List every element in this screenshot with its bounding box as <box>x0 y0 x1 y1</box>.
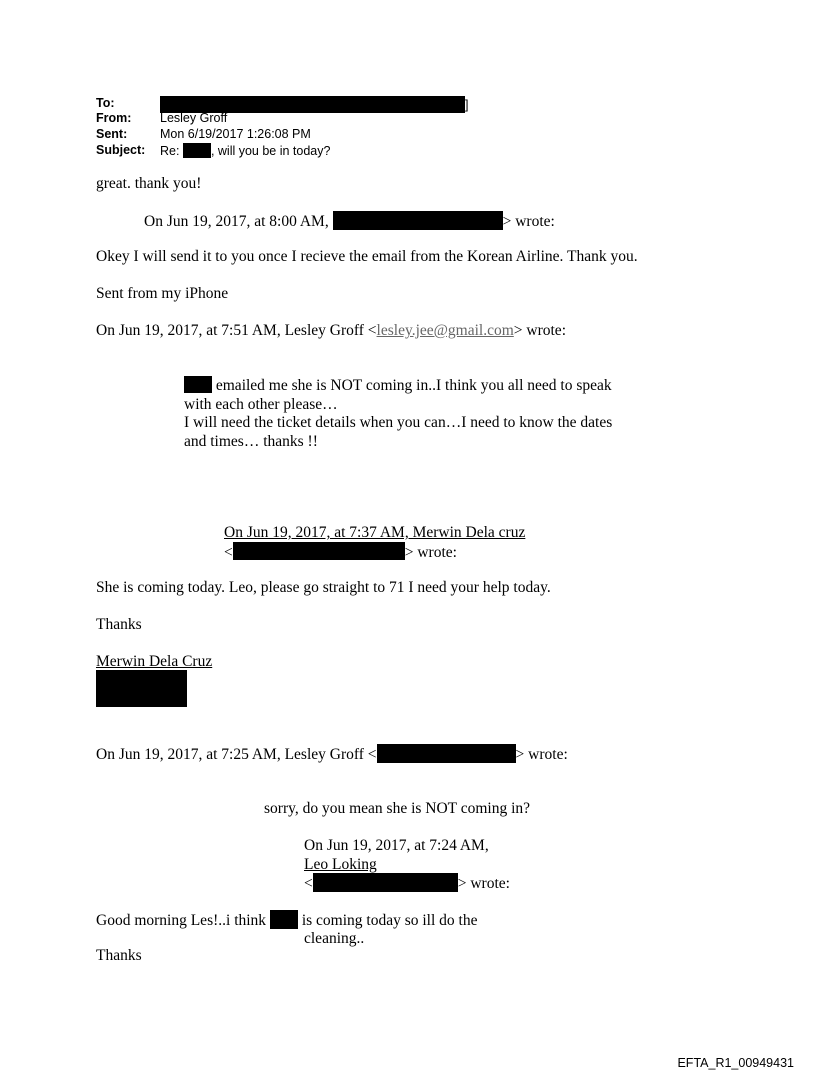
email-link[interactable]: lesley.jee@gmail.com <box>376 322 514 339</box>
redaction-box <box>270 910 298 929</box>
message-part: Good morning Les!..i think <box>96 912 270 929</box>
quote-header-suffix: > wrote: <box>513 322 566 339</box>
redaction-box <box>333 211 503 230</box>
thanks-text: Thanks <box>96 616 142 633</box>
message-line: with each other please… <box>184 396 338 413</box>
message-line: and times… thanks !! <box>184 433 318 450</box>
quote-header-suffix: > wrote: <box>502 213 555 230</box>
redaction-box <box>313 873 458 892</box>
message-line: I will need the ticket details when you can…I need to know the dates <box>184 414 613 431</box>
quote-header-prefix: On Jun 19, 2017, at 8:00 AM, <box>144 213 329 230</box>
message-text <box>96 910 477 930</box>
quote-header-prefix: < <box>224 544 233 561</box>
quote-header <box>96 744 568 764</box>
redaction-box <box>183 143 211 158</box>
quote-header-prefix: < <box>304 875 313 892</box>
sent-label: Sent: <box>96 127 128 141</box>
quote-header <box>224 542 457 562</box>
subject-suffix: , will you be in today? <box>210 144 331 158</box>
email-header <box>96 96 516 160</box>
message-line: cleaning.. <box>304 930 365 947</box>
quote-header-suffix: > wrote: <box>515 746 568 763</box>
to-label: To: <box>96 96 115 110</box>
sent-value: Mon 6/19/2017 1:26:08 PM <box>160 127 311 141</box>
message-line: emailed me she is NOT coming in..I think you all need to speak <box>212 377 612 394</box>
redaction-box <box>377 744 516 763</box>
thanks-text: Thanks <box>96 947 142 964</box>
subject-label: Subject: <box>96 143 146 157</box>
sent-from-text: Sent from my iPhone <box>96 285 229 302</box>
message-text <box>184 376 612 395</box>
message-text: Okey I will send it to you once I recieve the email from the Korean Airline. Thank you. <box>96 248 638 265</box>
redaction-box <box>96 670 187 707</box>
quote-header-suffix: > wrote: <box>457 875 510 892</box>
quote-header-suffix: > wrote: <box>404 544 457 561</box>
quote-sender: Leo Loking <box>304 856 377 873</box>
message-text: sorry, do you mean she is NOT coming in? <box>264 800 531 817</box>
redaction-box <box>233 542 405 560</box>
quote-header <box>96 321 566 340</box>
subject-prefix: Re: <box>160 144 180 158</box>
quote-header <box>304 873 510 893</box>
quote-header: On Jun 19, 2017, at 7:24 AM, <box>304 837 489 854</box>
from-label: From: <box>96 111 132 125</box>
bates-number: EFTA_R1_00949431 <box>677 1056 794 1070</box>
quote-header-prefix: On Jun 19, 2017, at 7:51 AM, Lesley Groff < <box>96 322 377 339</box>
reply-text: great. thank you! <box>96 175 202 192</box>
signature-name: Merwin Dela Cruz <box>96 653 213 670</box>
quote-header <box>144 211 555 231</box>
to-tail: ] <box>465 98 469 112</box>
message-text: She is coming today. Leo, please go straight to 71 I need your help today. <box>96 579 551 596</box>
from-value: Lesley Groff <box>160 111 228 125</box>
quote-header-prefix: On Jun 19, 2017, at 7:25 AM, Lesley Groff < <box>96 746 377 763</box>
redaction-box <box>184 376 212 393</box>
subject-value <box>160 143 330 159</box>
quote-header: On Jun 19, 2017, at 7:37 AM, Merwin Dela cruz <box>224 524 526 541</box>
message-part: is coming today so ill do the <box>297 912 478 929</box>
